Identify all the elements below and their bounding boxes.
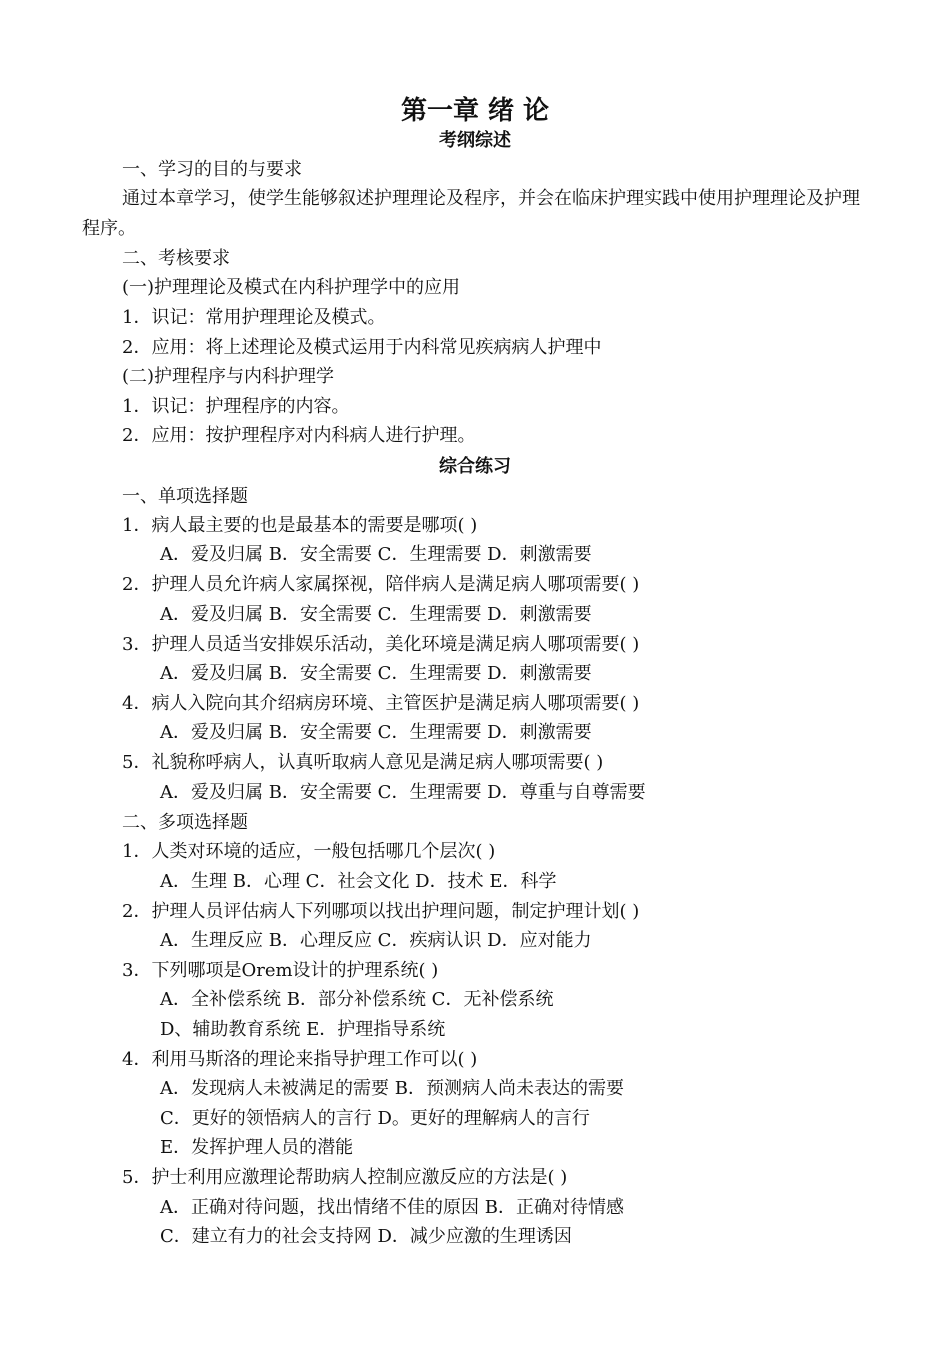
question-text: 3．护理人员适当安排娱乐活动，美化环境是满足病人哪项需要( ) <box>122 634 640 655</box>
answer-options: C．更好的领悟病人的言行 D。更好的理解病人的言行 <box>160 1108 590 1129</box>
section-one-heading: 一、学习的目的与要求 <box>122 159 302 180</box>
requirement-a-item-1: 1．识记：常用护理理论及模式。 <box>122 307 386 328</box>
practice-heading: 综合练习 <box>439 456 511 477</box>
answer-options: E．发挥护理人员的潜能 <box>160 1137 354 1158</box>
question-text: 5．护士利用应激理论帮助病人控制应激反应的方法是( ) <box>122 1167 568 1188</box>
question-text: 2．护理人员允许病人家属探视，陪伴病人是满足病人哪项需要( ) <box>122 574 640 595</box>
multi-choice-heading: 二、多项选择题 <box>122 812 248 833</box>
answer-options: A．爱及归属 B．安全需要 C．生理需要 D．刺激需要 <box>160 722 592 743</box>
requirement-a-item-2: 2．应用：将上述理论及模式运用于内科常见疾病病人护理中 <box>122 337 602 358</box>
answer-options: A．爱及归属 B．安全需要 C．生理需要 D．刺激需要 <box>160 544 592 565</box>
answer-options: A．爱及归属 B．安全需要 C．生理需要 D．刺激需要 <box>160 663 592 684</box>
requirement-b-title: (二)护理程序与内科护理学 <box>122 366 335 387</box>
question-text: 5．礼貌称呼病人，认真听取病人意见是满足病人哪项需要( ) <box>122 752 604 773</box>
section-two-heading: 二、考核要求 <box>122 248 230 269</box>
question-text: 1．人类对环境的适应，一般包括哪几个层次( ) <box>122 841 496 862</box>
answer-options: A．生理反应 B．心理反应 C．疾病认识 D．应对能力 <box>160 930 592 951</box>
answer-options: A．正确对待问题，找出情绪不佳的原因 B．正确对待情感 <box>160 1197 624 1218</box>
question-text: 2．护理人员评估病人下列哪项以找出护理问题，制定护理计划( ) <box>122 901 640 922</box>
answer-options: A．爱及归属 B．安全需要 C．生理需要 D．刺激需要 <box>160 604 592 625</box>
question-text: 3．下列哪项是Orem设计的护理系统( ) <box>122 960 439 981</box>
single-choice-heading: 一、单项选择题 <box>122 486 248 507</box>
question-text: 4．利用马斯洛的理论来指导护理工作可以( ) <box>122 1049 478 1070</box>
chapter-title: 第一章 绪 论 <box>400 96 550 126</box>
answer-options: A．爱及归属 B．安全需要 C．生理需要 D．尊重与自尊需要 <box>160 782 646 803</box>
question-text: 1．病人最主要的也是最基本的需要是哪项( ) <box>122 515 478 536</box>
intro-paragraph: 通过本章学习，使学生能够叙述护理理论及程序，并会在临床护理实践中使用护理理论及护理程序。 <box>82 188 860 239</box>
answer-options: C．建立有力的社会支持网 D．减少应激的生理诱因 <box>160 1226 572 1247</box>
answer-options: A．生理 B．心理 C．社会文化 D．技术 E．科学 <box>160 871 557 892</box>
answer-options: D、辅助教育系统 E．护理指导系统 <box>160 1019 446 1040</box>
outline-heading: 考纲综述 <box>439 130 511 151</box>
question-text: 4．病人入院向其介绍病房环境、主管医护是满足病人哪项需要( ) <box>122 693 640 714</box>
requirement-b-item-2: 2．应用：按护理程序对内科病人进行护理。 <box>122 425 476 446</box>
answer-options: A．全补偿系统 B．部分补偿系统 C．无补偿系统 <box>160 989 554 1010</box>
answer-options: A．发现病人未被满足的需要 B．预测病人尚未表达的需要 <box>160 1078 624 1099</box>
requirement-a-title: (一)护理理论及模式在内科护理学中的应用 <box>122 277 461 298</box>
requirement-b-item-1: 1．识记：护理程序的内容。 <box>122 396 350 417</box>
